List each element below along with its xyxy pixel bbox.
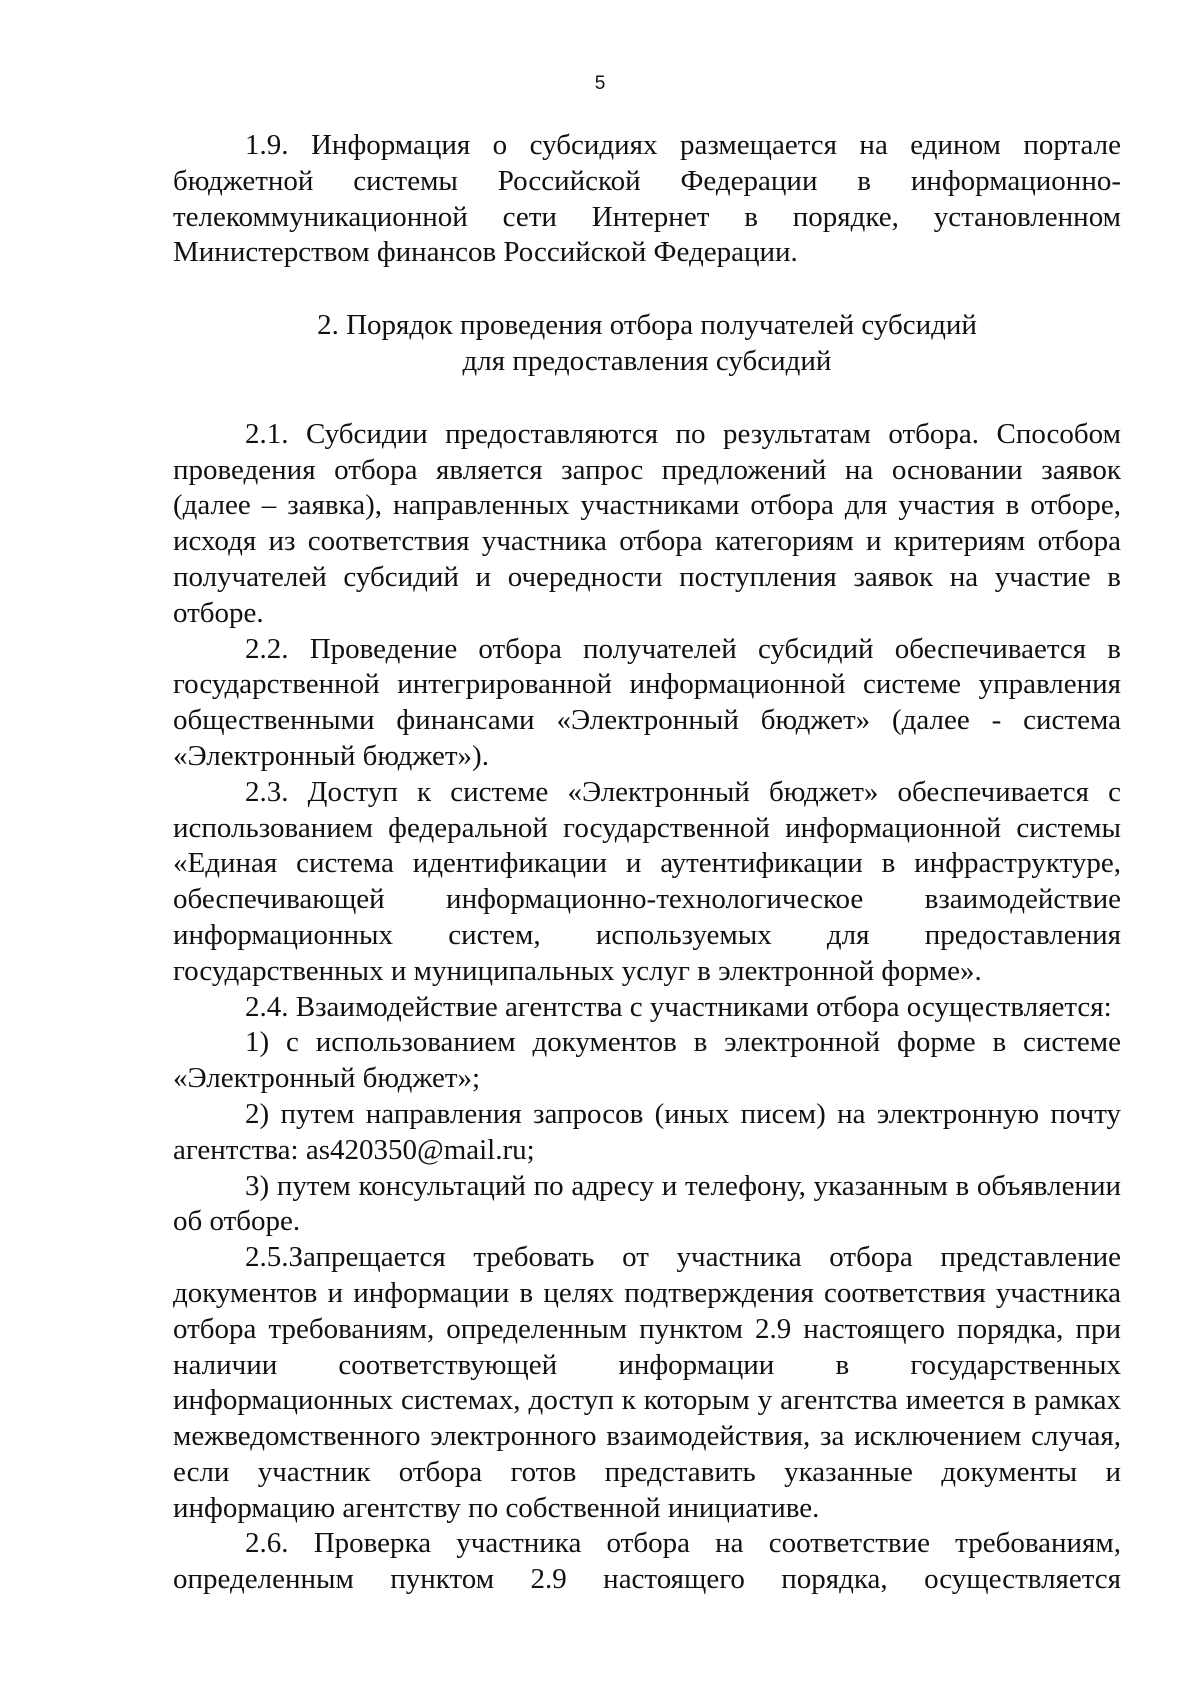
- paragraph-2-6: 2.6. Проверка участника отбора на соответствие требованиям, определенным пунктом 2.9 настоящего порядка, осуществляется: [173, 1527, 1121, 1596]
- paragraph-2-2: 2.2. Проведение отбора получателей субсидий обеспечивается в государственной интегрированной информационной системе управления общественными финансами «Электронный бюджет» (далее - система «Электронный бюджет»).: [173, 632, 1121, 772]
- paragraph-2-3: 2.3. Доступ к системе «Электронный бюджет» обеспечивается с использованием федеральной государственной информационной системы «Единая система идентификации и аутентификации в инфраструктуре, обеспечивающей информационно-технологическое взаимодействие информационных систем, используемых для предоставления государственных и муниципальных услуг в электронной форме».: [173, 775, 1121, 987]
- paragraph-2-1: 2.1. Субсидии предоставляются по результатам отбора. Способом проведения отбора является запрос предложений на основании заявок (далее – заявка), направленных участниками отбора для участия в отборе, исходя из соответствия участника отбора категориям и критериям отбора получателей субсидий и очередности поступления заявок на участие в отборе.: [173, 417, 1121, 629]
- section-heading: [173, 271, 1121, 417]
- document-body: [173, 128, 1121, 1598]
- paragraph-2-4: 2.4. Взаимодействие агентства с участниками отбора осуществляется:: [245, 990, 1112, 1023]
- list-item-3: 3) путем консультаций по адресу и телефону, указанным в объявлении об отборе.: [173, 1169, 1121, 1238]
- page-number: 5: [594, 73, 606, 94]
- paragraph-1-9: 1.9. Информация о субсидиях размещается на едином портале бюджетной системы Российской Федерации в информационно-телекоммуникационной сети Интернет в порядке, установленном Министерством финансов Российской Федерации.: [173, 129, 1121, 269]
- list-item-2: 2) путем направления запросов (иных писем) на электронную почту агентства: as420350@mail.ru;: [173, 1097, 1121, 1166]
- section-heading-line-1: 2. Порядок проведения отбора получателей субсидий: [317, 309, 977, 342]
- list-item-1: 1) с использованием документов в электронной форме в системе «Электронный бюджет»;: [173, 1026, 1121, 1095]
- section-heading-line-2: для предоставления субсидий: [462, 344, 832, 377]
- paragraph-2-5: 2.5.Запрещается требовать от участника отбора представление документов и информации в целях подтверждения соответствия участника отбора требованиям, определенным пунктом 2.9 настоящего порядка, при наличии соответствующей информации в государственных информационных системах, доступ к которым у агентства имеется в рамках межведомственного электронного взаимодействия, за исключением случая, если участник отбора готов представить указанные документы и информацию агентству по собственной инициативе.: [173, 1241, 1121, 1524]
